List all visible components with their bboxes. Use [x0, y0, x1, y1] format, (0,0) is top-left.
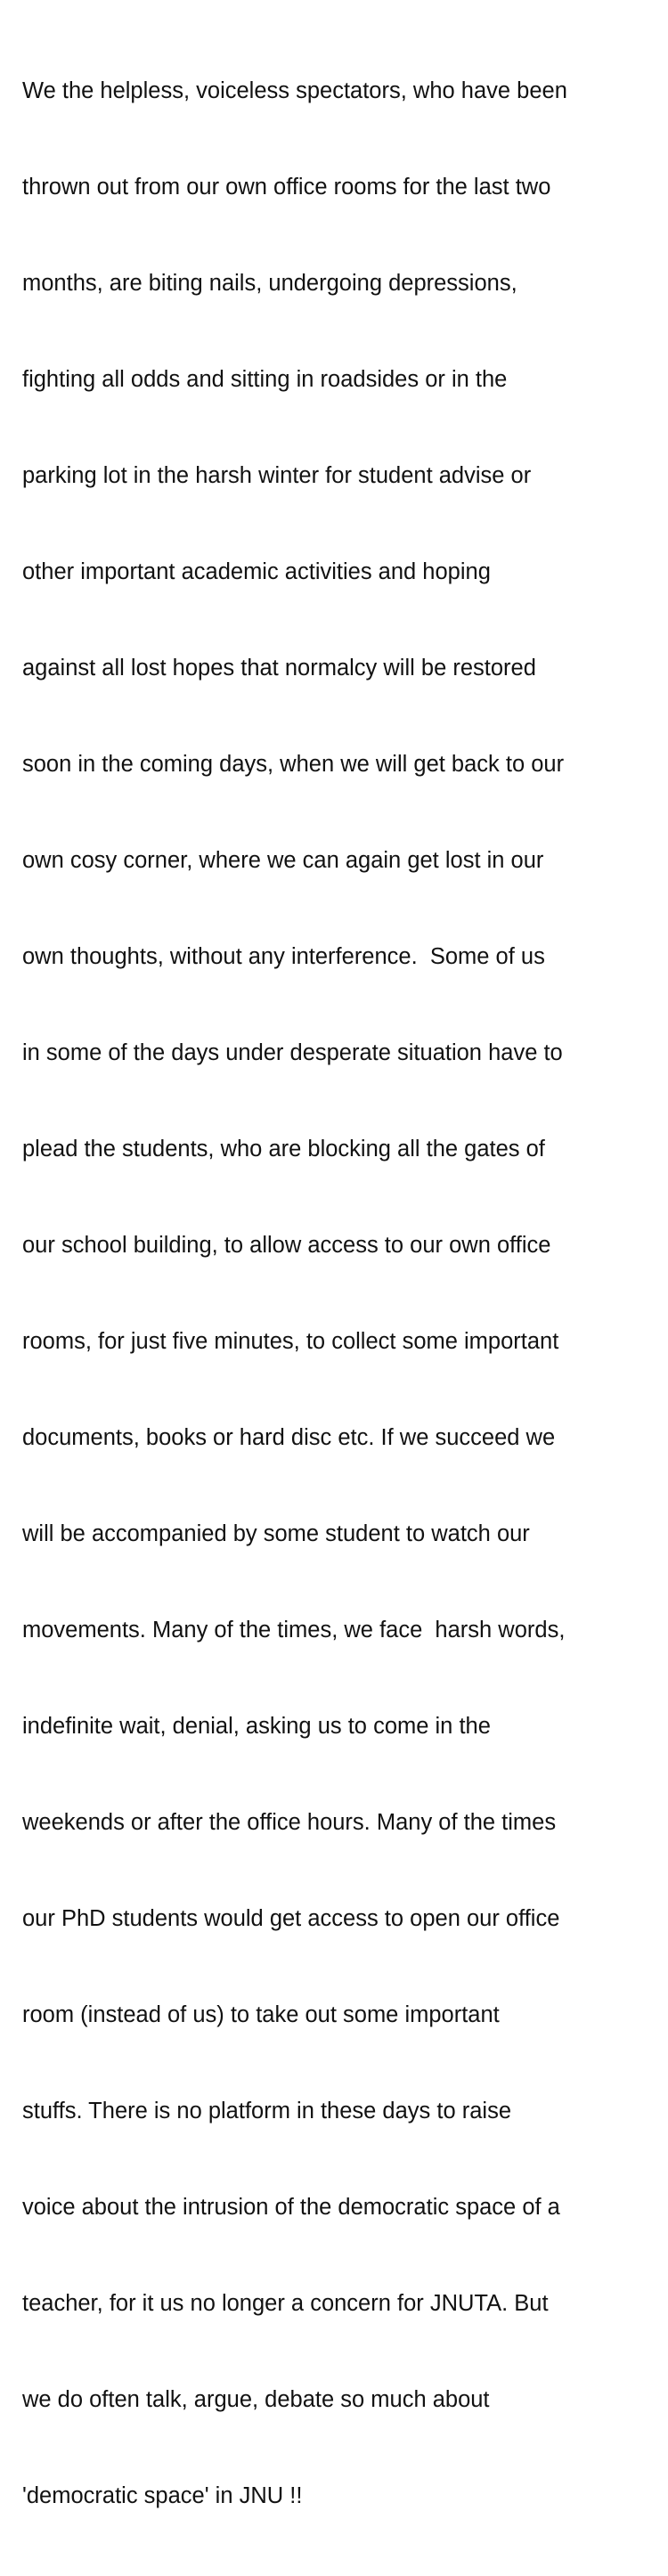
- post-line: own cosy corner, where we can again get lost in our: [22, 848, 544, 873]
- post-line: movements. Many of the times, we face harsh words,: [22, 1618, 566, 1643]
- post-line: our school building, to allow access to our own office: [22, 1233, 551, 1258]
- post-line: stuffs. There is no platform in these days to raise: [22, 2099, 511, 2124]
- post-line: months, are biting nails, undergoing depressions,: [22, 271, 517, 296]
- post-line: voice about the intrusion of the democratic space of a: [22, 2195, 560, 2220]
- post-line: weekends or after the office hours. Many of the times: [22, 1810, 557, 1835]
- post-line: indefinite wait, denial, asking us to come in the: [22, 1714, 491, 1739]
- post-body-text: [22, 11, 668, 2576]
- post-line: we do often talk, argue, debate so much about: [22, 2387, 490, 2412]
- post-line: documents, books or hard disc etc. If we succeed we: [22, 1425, 556, 1450]
- post-line: plead the students, who are blocking all the gates of: [22, 1137, 545, 1162]
- post-line: thrown out from our own office rooms for the last two: [22, 175, 551, 200]
- post-line: We the helpless, voiceless spectators, who have been: [22, 78, 567, 103]
- post-line: parking lot in the harsh winter for student advise or: [22, 463, 532, 488]
- post-line: soon in the coming days, when we will get back to our: [22, 752, 565, 777]
- post-line: against all lost hopes that normalcy will be restored: [22, 656, 536, 681]
- post-line: other important academic activities and hoping: [22, 559, 491, 584]
- post-line: will be accompanied by some student to watch our: [22, 1521, 530, 1546]
- post-line: our PhD students would get access to open our office: [22, 1906, 560, 1931]
- post-line: 'democratic space' in JNU !!: [22, 2483, 303, 2508]
- post-line: fighting all odds and sitting in roadsides or in the: [22, 367, 508, 392]
- post-line: room (instead of us) to take out some important: [22, 2002, 500, 2027]
- post-line: rooms, for just five minutes, to collect some important: [22, 1329, 559, 1354]
- post-line: teacher, for it us no longer a concern for JNUTA. But: [22, 2291, 549, 2316]
- post-line: in some of the days under desperate situation have to: [22, 1040, 563, 1065]
- post-line: own thoughts, without any interference. Some of us: [22, 944, 545, 969]
